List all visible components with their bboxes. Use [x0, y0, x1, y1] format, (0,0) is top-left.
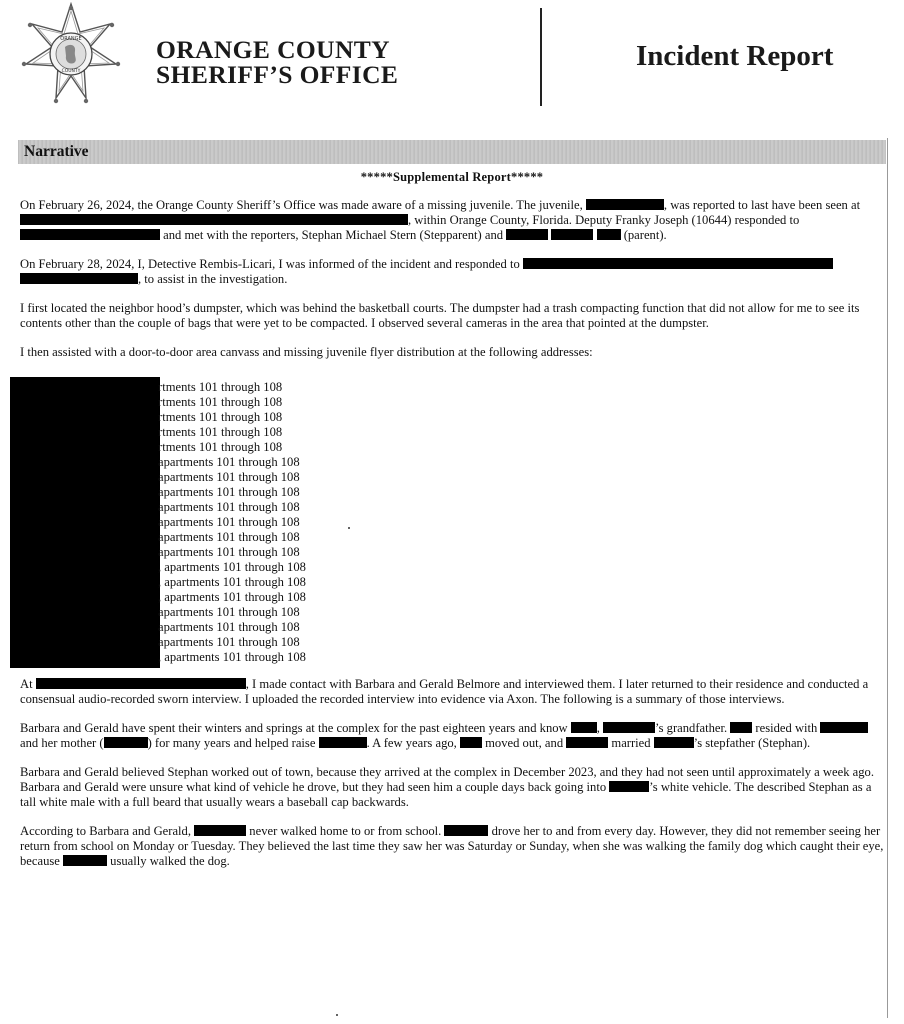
section-label: Narrative [24, 143, 89, 160]
seal-bottom-text: COUNTY [61, 69, 81, 74]
redaction [319, 737, 367, 748]
redaction [20, 214, 408, 225]
address-line: , apartments 101 through 108 [158, 650, 306, 664]
redaction [551, 229, 593, 240]
redaction [20, 229, 160, 240]
address-line: apartments 101 through 108 [158, 545, 300, 559]
redaction [609, 781, 649, 792]
redaction [506, 229, 548, 240]
redaction [597, 229, 621, 240]
address-line: apartments 101 through 108 [158, 455, 300, 469]
redaction [20, 273, 138, 284]
address-line: apartments 101 through 108 [158, 485, 300, 499]
seal-top-text: ORANGE [60, 36, 82, 42]
address-line: apartments 101 through 108 [158, 530, 300, 544]
redaction [654, 737, 694, 748]
redaction [36, 678, 246, 689]
address-line: apartments 101 through 108 [158, 470, 300, 484]
agency-name-line-1: ORANGE COUNTY [156, 35, 391, 64]
paragraph-7: Barbara and Gerald believed Stephan worked out of town, because they arrived at the complex in December 2023, and they had not seen until approximately a week ago. Barbara and Gerald were unsure what kind of vehicle he drove, but they had seen him a couple days back going into ’s white vehicle. The described Stephan as a tall white male with a full beard that usually wears a baseball cap backwards. [20, 765, 874, 809]
section-bar [18, 140, 886, 164]
address-line: apartments 101 through 108 [158, 620, 300, 634]
redaction [730, 722, 752, 733]
redaction [104, 737, 148, 748]
address-line: apartments 101 through 108 [158, 605, 300, 619]
address-line: apartments 101 through 108 [158, 635, 300, 649]
paragraph-3: I first located the neighbor hood’s dumpster, which was behind the basketball courts. The dumpster had a trash compacting function that did not allow for me to see its contents other than the couple of bags that were yet to be compacted. I observed several cameras in the area that pointed at the dumpster. [20, 301, 860, 330]
redaction [63, 855, 107, 866]
page-frame-line [887, 138, 888, 1018]
redaction [820, 722, 868, 733]
agency-name-line-2: SHERIFF’S OFFICE [156, 60, 399, 89]
address-line: , apartments 101 through 108 [158, 575, 306, 589]
redaction [586, 199, 664, 210]
agency-name [156, 37, 398, 87]
address-line: , apartments 101 through 108 [158, 590, 306, 604]
redaction [571, 722, 597, 733]
paragraph-6: Barbara and Gerald have spent their winters and springs at the complex for the past eighteen years and know , ’s grandfather. resided with and her mother ( ) for many years and helped raise . A few years ago, moved out, and married ’s stepfather (Stephan). [20, 721, 886, 751]
address-redaction-block [10, 377, 160, 668]
paragraph-2: On February 28, 2024, I, Detective Rembis-Licari, I was informed of the incident and responded to , to assist in the investigation. [20, 257, 886, 287]
address-list [158, 380, 306, 665]
address-line: rtments 101 through 108 [158, 380, 283, 394]
address-line: , apartments 101 through 108 [158, 560, 306, 574]
paragraph-5: At , I made contact with Barbara and Gerald Belmore and interviewed them. I later returned to their residence and conducted a consensual audio-recorded sworn interview. I uploaded the recorded interview into evidence via Axon. The following is a summary of those interviews. [20, 677, 869, 706]
redaction [444, 825, 488, 836]
redaction [566, 737, 608, 748]
redaction [603, 722, 655, 733]
supplemental-title: *****Supplemental Report***** [360, 170, 544, 184]
scan-speck [348, 527, 350, 529]
paragraph-1: On February 26, 2024, the Orange County Sheriff’s Office was made aware of a missing juvenile. The juvenile, , was reported to last have been seen at , within Orange County, Florida. Deputy Franky Joseph (10644) responded to and met with the reporters, Stephan Michael Stern (Stepparent) and (parent). [20, 198, 861, 242]
paragraph-8: According to Barbara and Gerald, never walked home to or from school. drove her to and from every day. However, they did not remember seeing her return from school on Monday or Tuesday. They believed the last time they saw her was Saturday or Sunday, when she was walking the family dog which caught their eye, because usually walked the dog. [20, 824, 884, 868]
address-line: apartments 101 through 108 [158, 500, 300, 514]
redaction [194, 825, 246, 836]
sheriff-star-seal-icon [18, 2, 124, 108]
address-line: rtments 101 through 108 [158, 395, 283, 409]
report-title: Incident Report [636, 40, 834, 72]
redaction [523, 258, 833, 269]
header-divider [540, 8, 542, 106]
scan-speck [336, 1014, 338, 1016]
address-line: rtments 101 through 108 [158, 410, 283, 424]
address-line: rtments 101 through 108 [158, 440, 283, 454]
address-line: apartments 101 through 108 [158, 515, 300, 529]
paragraph-4: I then assisted with a door-to-door area canvass and missing juvenile flyer distribution at the following addresses: [20, 345, 593, 359]
report-header [0, 0, 904, 120]
address-line: rtments 101 through 108 [158, 425, 283, 439]
redaction [460, 737, 482, 748]
